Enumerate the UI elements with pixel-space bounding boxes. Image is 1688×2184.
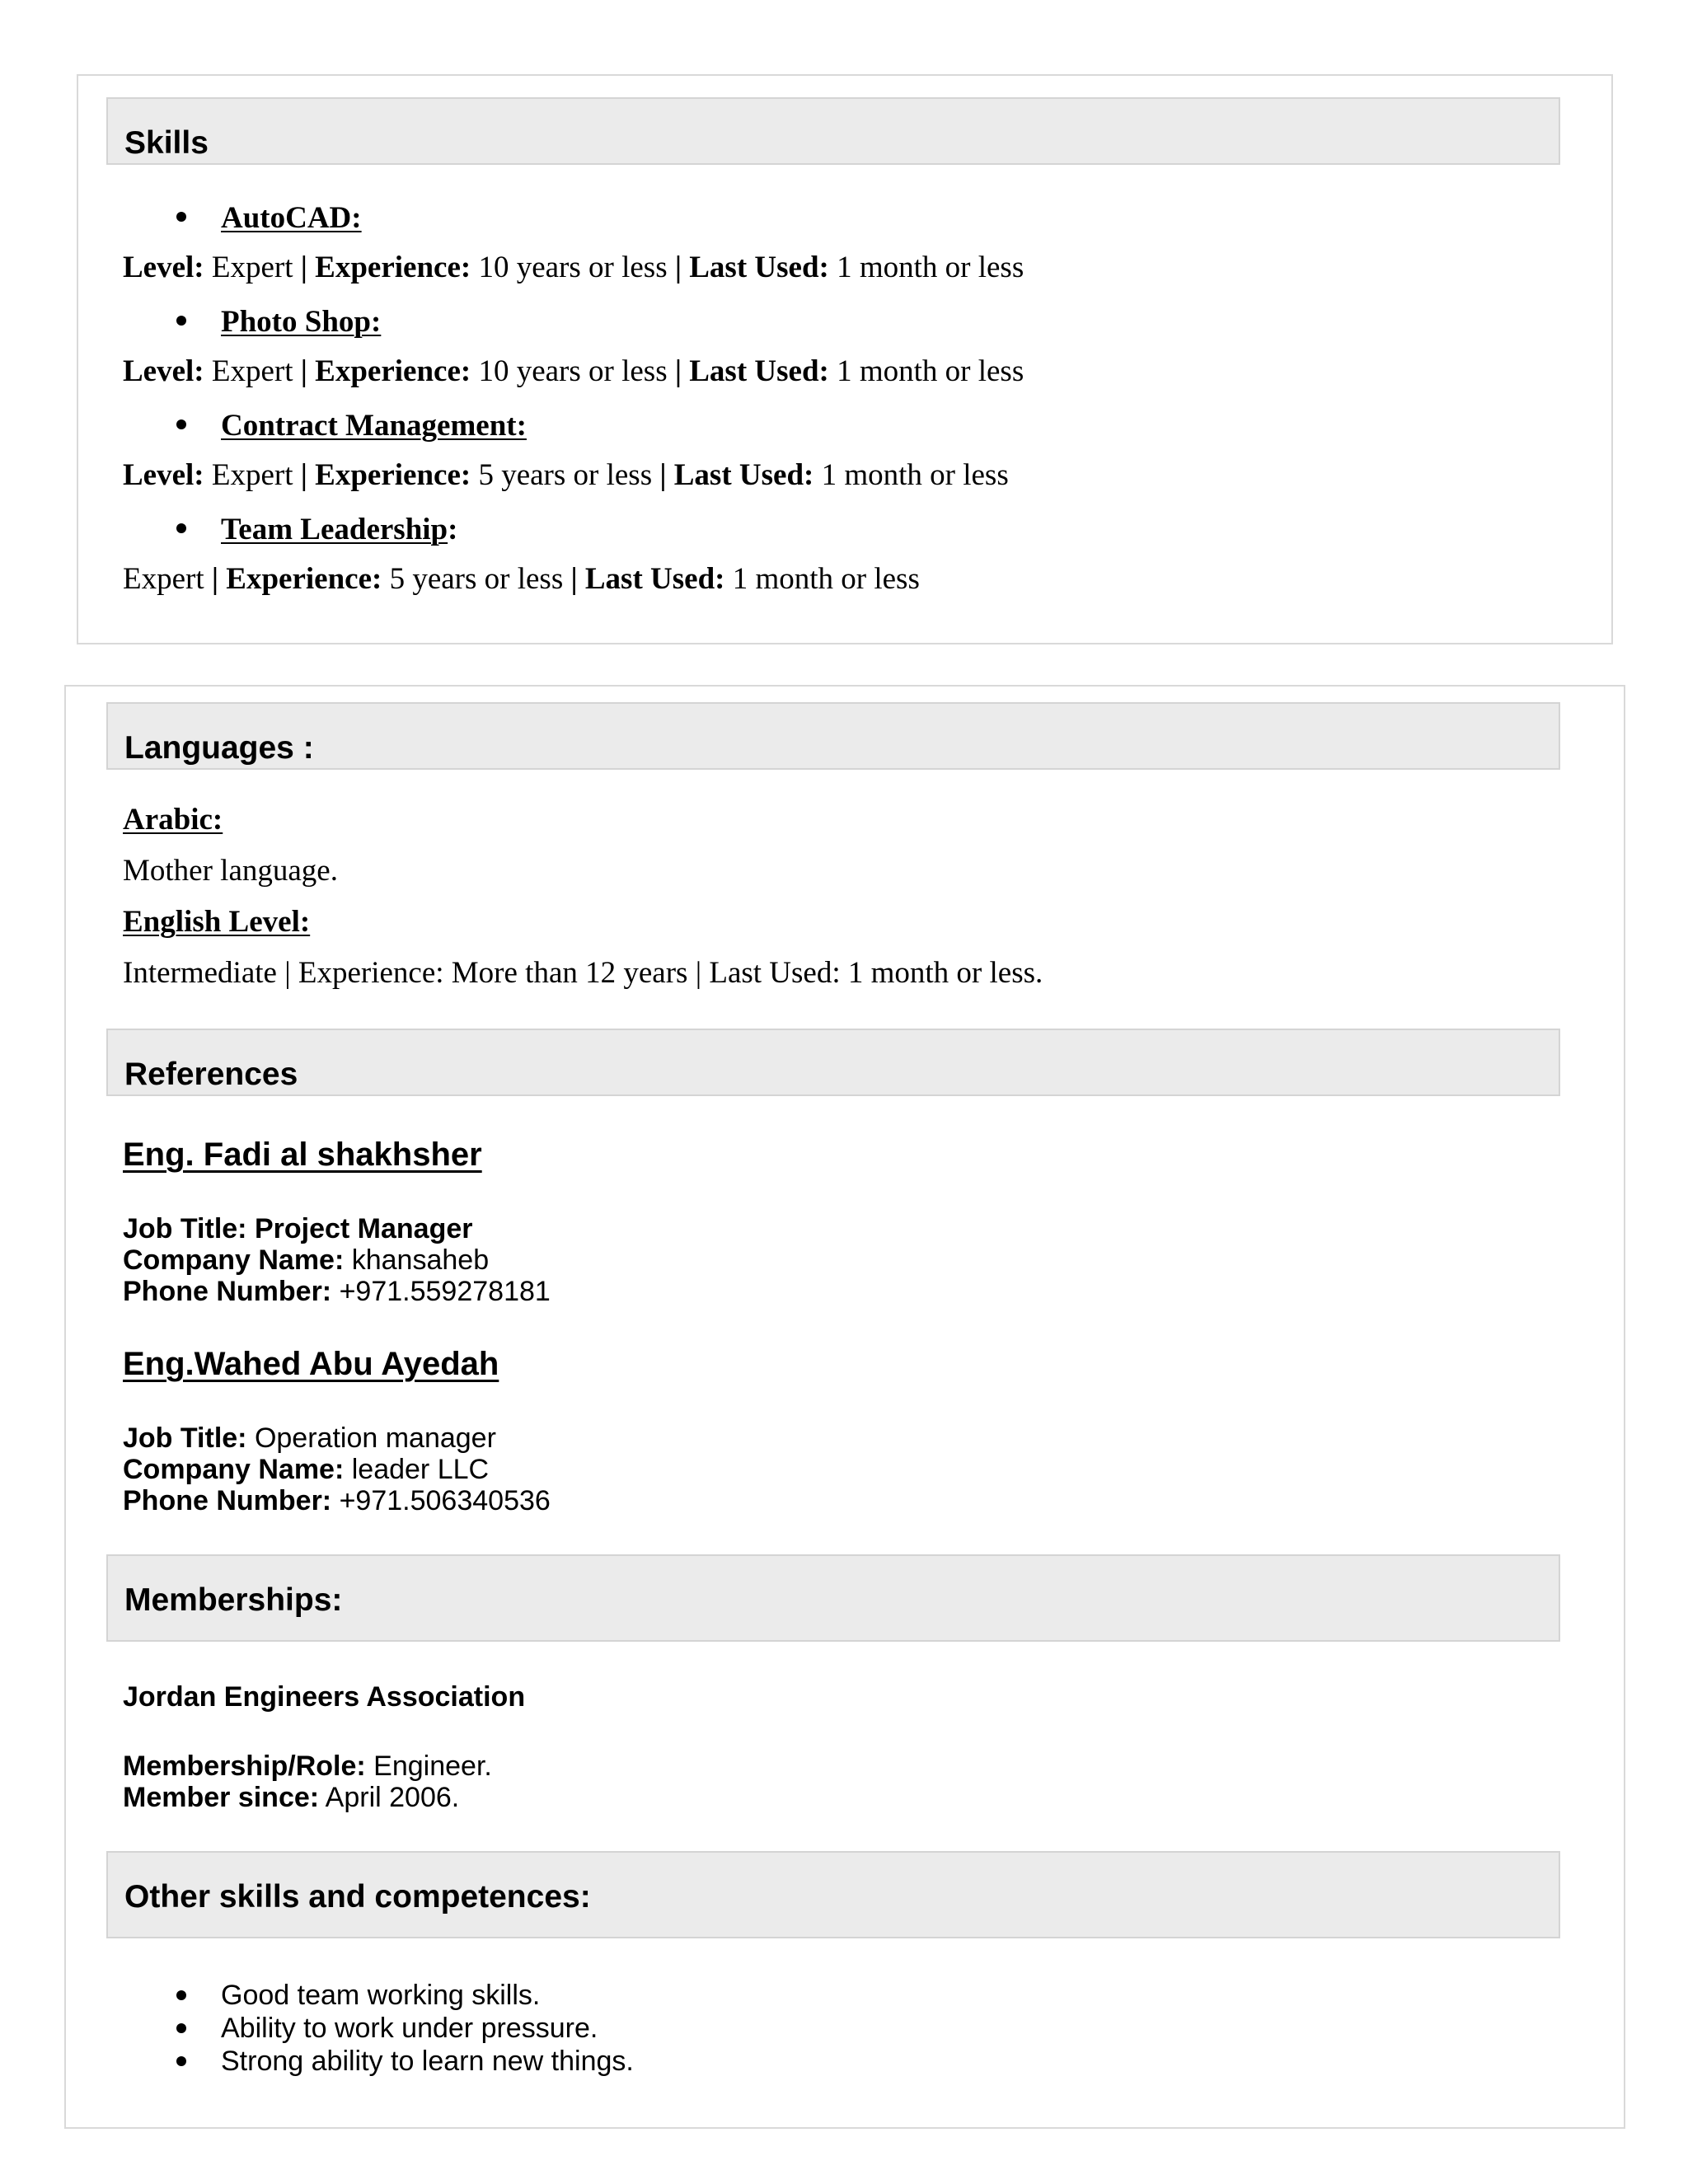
membership-details: Membership/Role: Engineer. Member since: April 2006. [123,1750,492,1813]
reference-name: Eng. Fadi al shakhsher [123,1137,482,1173]
bullet-icon [176,2056,186,2066]
references-title: References [124,1057,298,1092]
bullet-icon [176,523,186,533]
membership-org: Jordan Engineers Association [123,1681,526,1713]
languages-title: Languages : [124,730,314,766]
skill-detail: Level: Expert | Experience: 10 years or less | Last Used: 1 month or less [123,251,1025,284]
bullet-icon [176,212,186,222]
reference-details: Job Title: Operation manager Company Name: leader LLC Phone Number: +971.506340536 [123,1422,551,1516]
languages-header [106,702,1560,770]
bullet-icon [176,419,186,429]
other-skills-header [106,1851,1560,1938]
english-text: Intermediate | Experience: More than 12 years | Last Used: 1 month or less. [123,956,1043,990]
references-header [106,1029,1560,1096]
arabic-text: Mother language. [123,854,338,888]
skill-name: Photo Shop: [221,305,382,339]
skill-detail: Expert | Experience: 5 years or less | Last Used: 1 month or less [123,562,920,596]
bullet-icon [176,2023,186,2033]
reference-details: Job Title: Project Manager Company Name: khansaheb Phone Number: +971.559278181 [123,1213,551,1307]
memberships-header [106,1554,1560,1642]
english-label: English Level: [123,905,311,939]
skill-name: Contract Management: [221,409,527,443]
other-skill-item: Strong ability to learn new things. [221,2046,634,2077]
bullet-icon [176,316,186,326]
memberships-title: Memberships: [124,1582,343,1618]
bullet-icon [176,1990,186,2000]
arabic-label: Arabic: [123,803,223,837]
skill-name: Team Leadership: [221,513,458,546]
skill-name: AutoCAD: [221,201,362,235]
other-skills-title: Other skills and competences: [124,1879,591,1915]
other-skill-item: Ability to work under pressure. [221,2013,598,2044]
skill-detail: Level: Expert | Experience: 10 years or less | Last Used: 1 month or less [123,354,1025,388]
skills-title: Skills [124,125,209,161]
skill-detail: Level: Expert | Experience: 5 years or less | Last Used: 1 month or less [123,458,1009,492]
skills-header [106,97,1560,165]
other-skill-item: Good team working skills. [221,1980,541,2011]
reference-name: Eng.Wahed Abu Ayedah [123,1346,499,1382]
